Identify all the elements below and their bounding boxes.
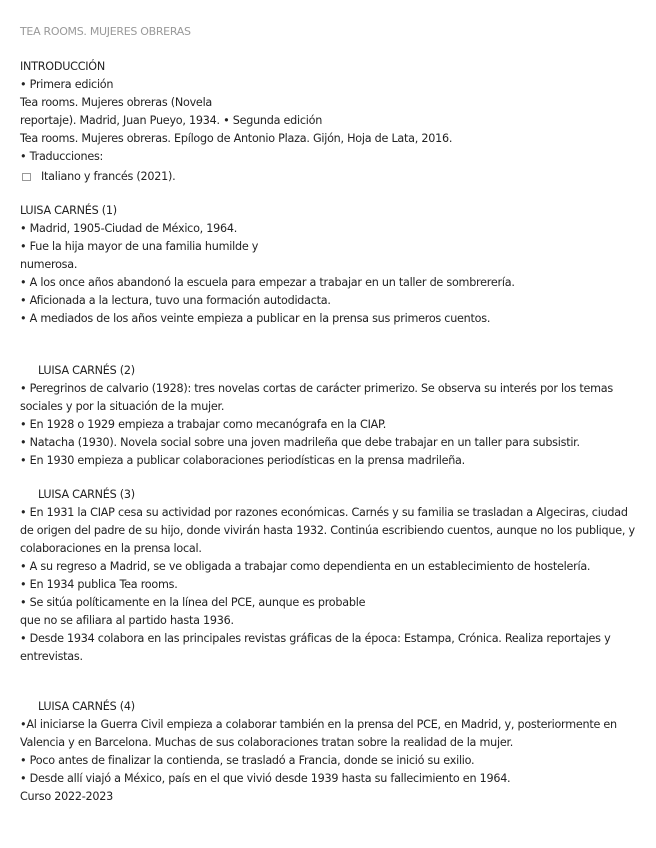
page-footer: Curso 2022-2023 — [20, 790, 113, 803]
intro-subitem — [20, 168, 640, 186]
section-4-line: •Al iniciarse la Guerra Civil empieza a colaborar también en la prensa del PCE, en Madrid, y, posteriormente en Valencia y en Barcelona. Muchas de sus colaboraciones tratan sobre la realidad de la mujer. — [20, 718, 617, 749]
intro-line: Tea rooms. Mujeres obreras. Epílogo de Antonio Plaza. Gijón, Hoja de Lata, 2016. — [20, 132, 453, 145]
section-2-title: LUISA CARNÉS (2) — [38, 364, 135, 377]
intro-line: Tea rooms. Mujeres obreras (Novela — [20, 96, 213, 109]
section-1-line: • Aficionada a la lectura, tuvo una formación autodidacta. — [20, 294, 331, 307]
intro-line: • Primera edición — [20, 78, 114, 91]
section-1-line: • Fue la hija mayor de una familia humilde y — [20, 240, 259, 253]
section-2-line: • Natacha (1930). Novela social sobre una joven madrileña que debe trabajar en un taller para subsistir. — [20, 436, 580, 449]
section-2 — [20, 362, 640, 470]
intro-line: reportaje). Madrid, Juan Pueyo, 1934. • Segunda edición — [20, 114, 323, 127]
intro-title: INTRODUCCIÓN — [20, 60, 105, 73]
section-4-title: LUISA CARNÉS (4) — [38, 700, 135, 713]
intro-section — [20, 58, 640, 186]
section-3 — [20, 486, 640, 666]
section-4-line: • Poco antes de finalizar la contienda, se trasladó a Francia, donde se inició su exilio. — [20, 754, 475, 767]
section-1-line: numerosa. — [20, 258, 78, 271]
section-2-line: • En 1928 o 1929 empieza a trabajar como mecanógrafa en la CIAP. — [20, 418, 387, 431]
section-3-line: • En 1931 la CIAP cesa su actividad por razones económicas. Carnés y su familia se trasladan a Algeciras, ciudad de origen del padre de su hijo, donde vivirán hasta 1932. Continúa escribiendo cuentos, aunque no los publique, y colaboraciones en la prensa local. — [20, 506, 635, 555]
section-3-line: que no se afiliara al partido hasta 1936. — [20, 614, 234, 627]
intro-line: • Traducciones: — [20, 150, 104, 163]
section-1-line: • A mediados de los años veinte empieza a publicar en la prensa sus primeros cuentos. — [20, 312, 491, 325]
section-3-line: • Desde 1934 colabora en las principales revistas gráficas de la época: Estampa, Crónica. Realiza reportajes y entrevistas. — [20, 632, 611, 663]
section-1-line: • A los once años abandonó la escuela para empezar a trabajar en un taller de sombrerería. — [20, 276, 515, 289]
section-2-line: • En 1930 empieza a publicar colaboraciones periodísticas en la prensa madrileña. — [20, 454, 465, 467]
section-3-line: • A su regreso a Madrid, se ve obligada a trabajar como dependienta en un establecimiento de hostelería. — [20, 560, 591, 573]
section-2-line: • Peregrinos de calvario (1928): tres novelas cortas de carácter primerizo. Se observa su interés por los temas sociales y por la situación de la mujer. — [20, 382, 613, 413]
section-1-title: LUISA CARNÉS (1) — [20, 204, 117, 217]
section-1-line: • Madrid, 1905-Ciudad de México, 1964. — [20, 222, 238, 235]
section-3-line: • En 1934 publica Tea rooms. — [20, 578, 178, 591]
section-1 — [20, 202, 640, 328]
page-header: TEA ROOMS. MUJERES OBRERAS — [20, 25, 191, 38]
section-3-line: • Se sitúa políticamente en la línea del PCE, aunque es probable — [20, 596, 366, 609]
section-4 — [20, 698, 640, 806]
intro-subitem-text: Italiano y francés (2021). — [41, 170, 176, 183]
section-4-line: • Desde allí viajó a México, país en el que vivió desde 1939 hasta su fallecimiento en 1964. — [20, 772, 511, 785]
section-3-title: LUISA CARNÉS (3) — [38, 488, 135, 501]
square-bullet-icon — [22, 173, 31, 181]
